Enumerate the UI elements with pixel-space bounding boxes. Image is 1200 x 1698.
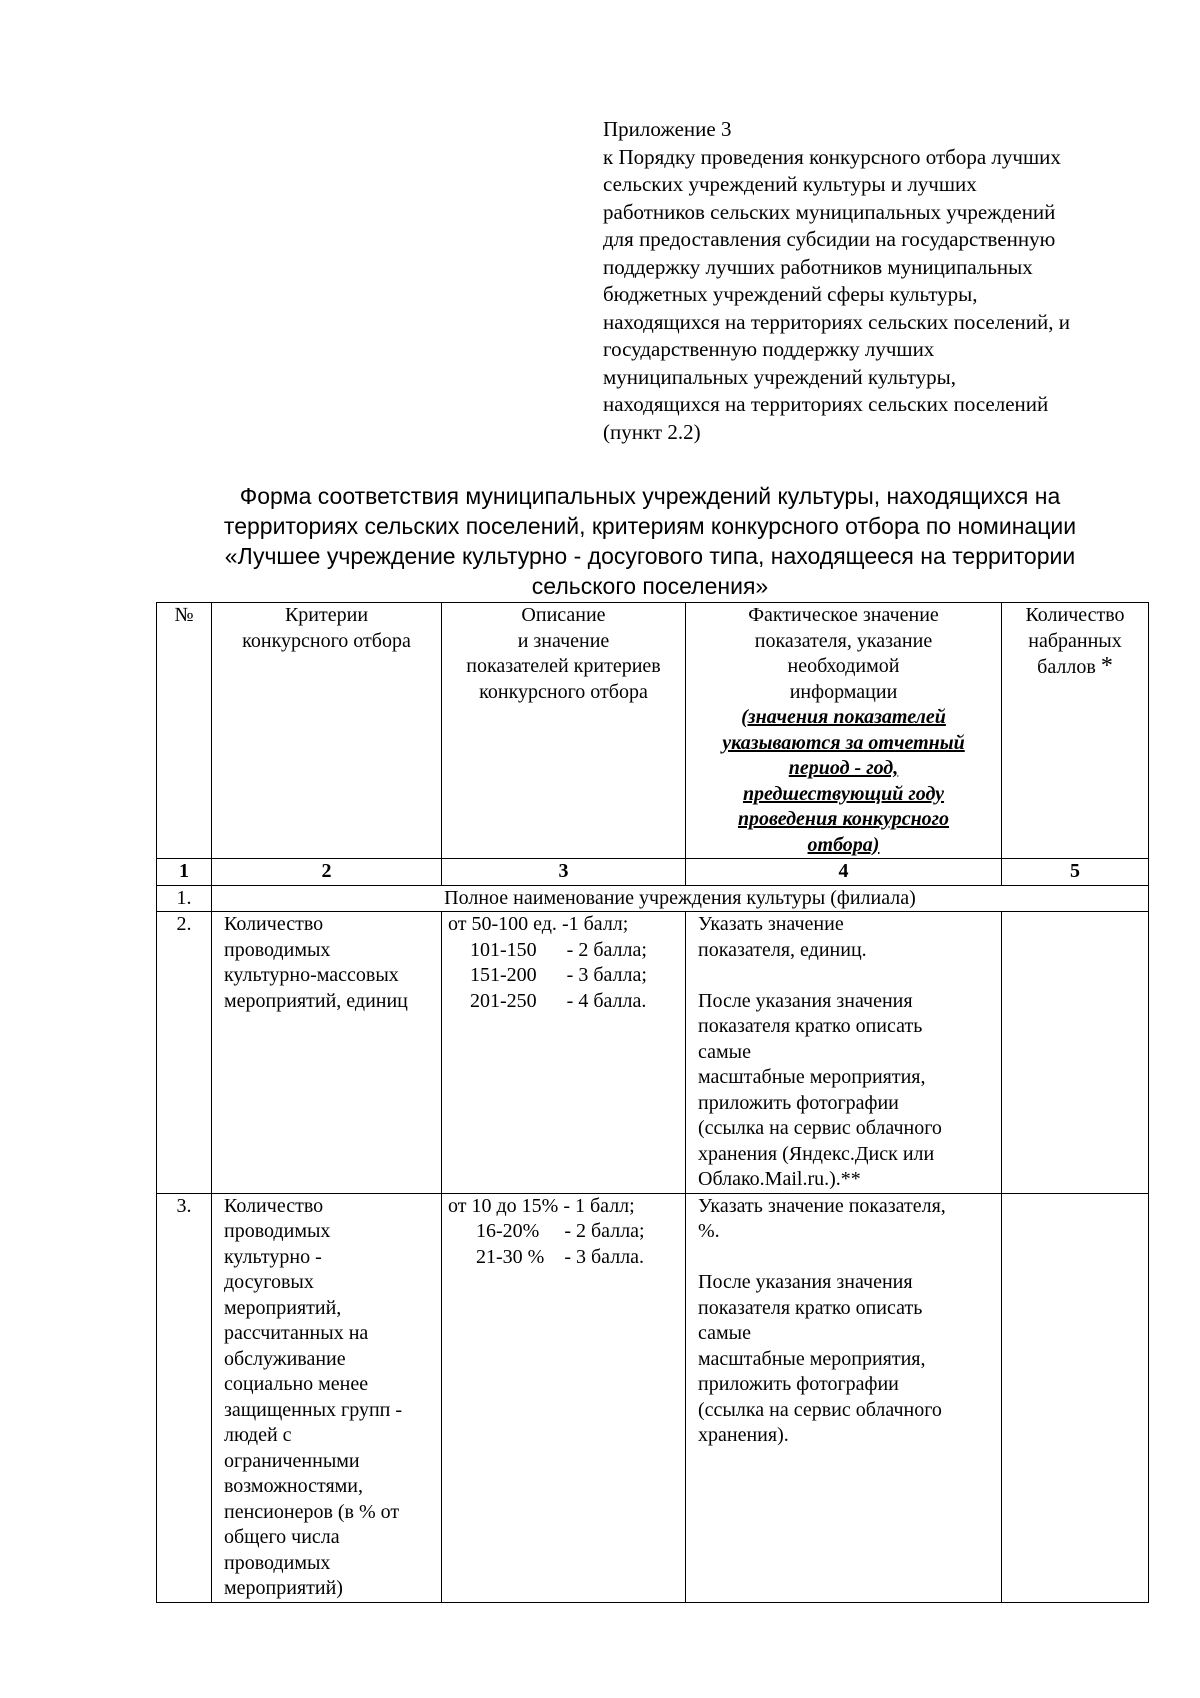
score-range: 16-20% xyxy=(476,1220,540,1242)
info-text: приложить фотографии xyxy=(698,1373,899,1395)
criterion-text: ограниченными xyxy=(224,1449,360,1472)
header-text: Фактическое значение xyxy=(748,604,939,626)
info-cell xyxy=(686,912,1002,1194)
score-points: -1 балл; xyxy=(561,913,629,935)
table-row xyxy=(157,885,1149,912)
score-range: 151-200 xyxy=(470,964,537,986)
criterion-text: проводимых xyxy=(224,1551,331,1574)
form-title-line: сельского поселения» xyxy=(531,573,769,599)
column-number: 2 xyxy=(212,859,442,886)
header-text: конкурсного отбора xyxy=(479,680,648,703)
header-text-part: баллов xyxy=(1037,656,1096,678)
info-text: показателя, единиц. xyxy=(698,938,867,961)
scoring-cell xyxy=(442,1193,686,1602)
criterion-text: защищенных групп - xyxy=(224,1398,403,1421)
score-points: - 3 балла; xyxy=(566,964,647,986)
scoring-cell xyxy=(442,912,686,1194)
criterion-text: проводимых xyxy=(224,1220,331,1242)
header-text: конкурсного отбора xyxy=(242,629,411,652)
header-text: показателей критериев xyxy=(466,655,661,677)
info-text: (ссылка на сервис облачного xyxy=(698,1398,942,1421)
appendix-line: Приложение 3 xyxy=(603,117,732,141)
header-note: проведения конкурсного xyxy=(737,808,950,830)
info-text: Указать значение показателя, xyxy=(698,1194,946,1217)
header-text: набранных xyxy=(1028,629,1122,652)
score-range: от 50-100 ед. xyxy=(448,913,557,935)
appendix-line: бюджетных учреждений сферы культуры, xyxy=(603,282,978,306)
form-title-line: территориях сельских поселений, критериям конкурсного отбора по номинации xyxy=(223,513,1077,539)
criterion-text: Количество xyxy=(224,913,324,935)
score-cell xyxy=(1002,912,1149,1194)
info-text: хранения (Яндекс.Диск или xyxy=(698,1142,935,1165)
info-text: масштабные мероприятия, xyxy=(698,1066,926,1088)
header-text: Описание xyxy=(521,604,606,626)
spacer xyxy=(698,963,995,989)
info-text: Облако.Mail.ru.).** xyxy=(698,1168,861,1190)
info-text: показателя кратко описать xyxy=(698,1296,923,1319)
appendix-line: находящихся на территориях сельских поселений, и xyxy=(603,309,1071,334)
criterion-text: мероприятий, xyxy=(224,1296,342,1319)
score-range: 21-30 % xyxy=(476,1245,545,1268)
row-number: 2. xyxy=(157,912,212,1194)
info-cell xyxy=(686,1193,1002,1602)
score-points: - 2 балла; xyxy=(564,1220,645,1242)
criterion-text: Количество xyxy=(224,1194,324,1217)
header-note: (значения показателей xyxy=(741,706,946,728)
appendix-line: государственную поддержку лучших xyxy=(603,337,935,361)
appendix-reference xyxy=(603,116,1163,446)
header-note: указываются за отчетный xyxy=(722,731,965,754)
appendix-line: работников сельских муниципальных учреждений xyxy=(603,199,1056,224)
table-row xyxy=(157,912,1149,1194)
score-range: 201-250 xyxy=(470,989,537,1012)
header-number xyxy=(157,603,212,859)
score-line xyxy=(448,963,679,989)
criterion-cell xyxy=(212,912,442,1194)
spacer xyxy=(698,1245,995,1271)
criterion-text: мероприятий) xyxy=(224,1577,343,1599)
info-text: самые xyxy=(698,1040,751,1063)
column-number: 1 xyxy=(157,859,212,886)
header-score xyxy=(1002,603,1149,859)
score-cell xyxy=(1002,1193,1149,1602)
form-title-line: «Лучшее учреждение культурно - досугового типа, находящееся на территории xyxy=(224,543,1076,569)
appendix-line: для предоставления субсидии на государственную xyxy=(603,227,1056,251)
score-line xyxy=(448,1219,679,1245)
header-note: предшествующий году xyxy=(742,782,945,805)
info-text: самые xyxy=(698,1322,751,1344)
form-title-line: Форма соответствия муниципальных учреждений культуры, находящихся на xyxy=(239,483,1061,509)
criteria-table xyxy=(156,602,1149,1603)
criterion-text: рассчитанных на xyxy=(224,1322,369,1344)
header-text: и значение xyxy=(517,629,610,652)
score-line xyxy=(448,1194,679,1220)
info-text: хранения). xyxy=(698,1424,789,1446)
criterion-text: общего числа xyxy=(224,1526,340,1548)
score-range: 101-150 xyxy=(470,938,537,961)
header-text: информации xyxy=(789,680,898,703)
row-number: 1. xyxy=(157,885,212,912)
header-criteria xyxy=(212,603,442,859)
institution-name-row: Полное наименование учреждения культуры (филиала) xyxy=(212,885,1149,912)
score-line xyxy=(448,912,679,938)
criterion-text: пенсионеров (в % от xyxy=(224,1500,400,1523)
table-row xyxy=(157,1193,1149,1602)
header-note: период - год, xyxy=(788,757,899,779)
criterion-cell xyxy=(212,1193,442,1602)
row-number: 3. xyxy=(157,1193,212,1602)
info-text: приложить фотографии xyxy=(698,1091,899,1114)
criterion-text: мероприятий, единиц xyxy=(224,989,408,1012)
score-line xyxy=(448,1245,679,1271)
column-number: 3 xyxy=(442,859,686,886)
score-points: - 2 балла; xyxy=(566,938,647,961)
score-range: от 10 до 15% xyxy=(448,1194,559,1217)
column-number-row xyxy=(157,859,1149,886)
info-text: После указания значения xyxy=(698,989,913,1012)
criterion-text: социально менее xyxy=(224,1373,369,1395)
appendix-line: поддержку лучших работников муниципальных xyxy=(603,254,1033,279)
info-text: %. xyxy=(698,1220,720,1242)
info-text: показателя кратко описать xyxy=(698,1015,923,1037)
header-actual-value xyxy=(686,603,1002,859)
header-row xyxy=(157,603,1149,859)
header-description xyxy=(442,603,686,859)
criterion-text: возможностями, xyxy=(224,1475,364,1497)
info-text: (ссылка на сервис облачного xyxy=(698,1117,942,1139)
criterion-text: культурно-массовых xyxy=(224,964,399,986)
appendix-line: сельских учреждений культуры и лучших xyxy=(603,172,977,196)
header-text: необходимой xyxy=(787,655,900,677)
info-text: масштабные мероприятия, xyxy=(698,1347,926,1370)
header-note: отбора) xyxy=(807,833,880,856)
header-text: показателя, указание xyxy=(754,629,933,652)
score-points: - 4 балла. xyxy=(566,989,647,1012)
score-points: - 1 балл; xyxy=(563,1194,635,1217)
info-text: Указать значение xyxy=(698,913,844,935)
column-number: 4 xyxy=(686,859,1002,886)
header-text: Количество xyxy=(1025,604,1125,626)
criterion-text: людей с xyxy=(224,1424,292,1446)
appendix-line: к Порядку проведения конкурсного отбора лучших xyxy=(603,144,1061,169)
score-line xyxy=(448,989,679,1015)
score-points: - 3 балла. xyxy=(564,1245,645,1268)
header-text xyxy=(1008,654,1142,681)
criterion-text: культурно - xyxy=(224,1245,322,1268)
header-text: Критерии xyxy=(284,604,369,626)
appendix-line: (пункт 2.2) xyxy=(603,419,701,444)
criterion-text: проводимых xyxy=(224,938,331,961)
footnote-mark: * xyxy=(1100,653,1113,679)
criterion-text: досуговых xyxy=(224,1271,314,1293)
column-number: 5 xyxy=(1002,859,1149,886)
score-line xyxy=(448,938,679,964)
appendix-line: находящихся на территориях сельских поселений xyxy=(603,392,1049,416)
header-number-label: № xyxy=(174,604,194,626)
form-title xyxy=(150,481,1150,601)
info-text: После указания значения xyxy=(698,1271,913,1293)
criterion-text: обслуживание xyxy=(224,1347,346,1370)
appendix-line: муниципальных учреждений культуры, xyxy=(603,364,957,389)
